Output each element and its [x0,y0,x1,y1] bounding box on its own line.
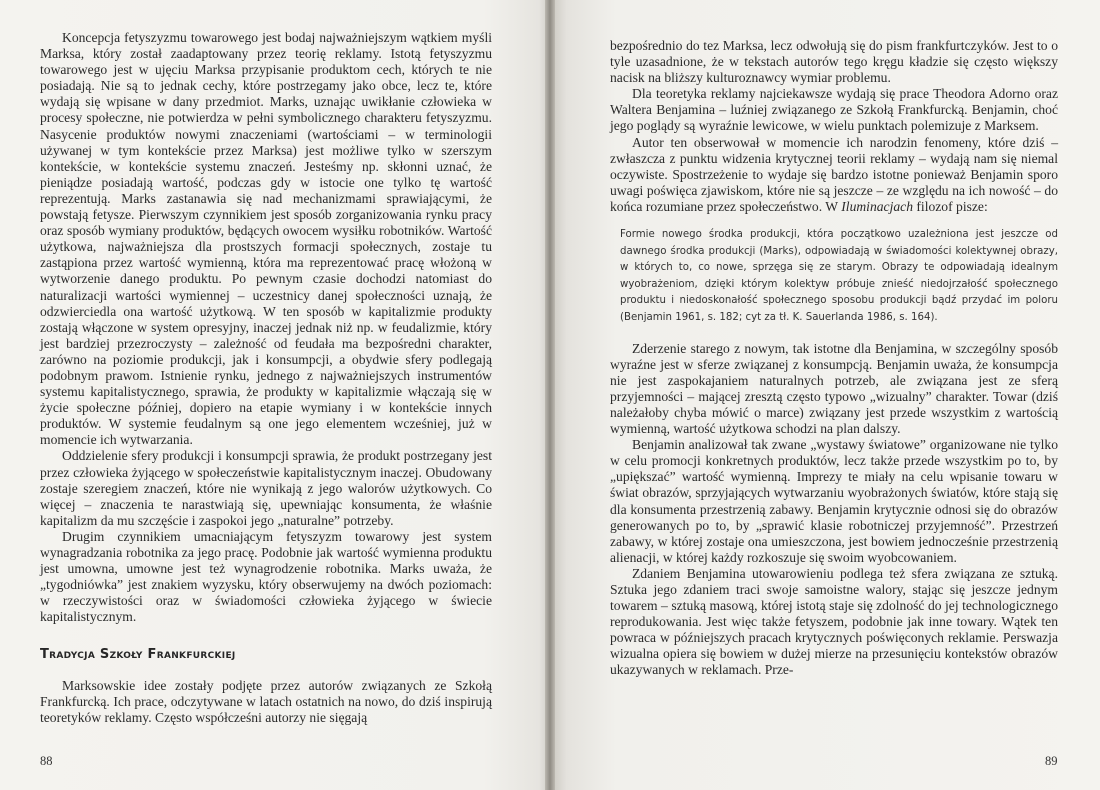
right-paragraph-2-text: Autor ten obserwował w momencie ich narodzin fenomeny, które dziś – zwłaszcza z punktu widzenia krytycznej teorii reklamy – wydają nam się niemal oczywiste. Spostrzeżenie to wydaje się bardzo istotne ponieważ Benjamin sporo uwagi poświęca zjawiskom, które nie są jeszcze – ze względu na ich nowość – do końca rozumiane przez społeczeństwo. W [610,134,1058,214]
left-paragraph-4: Marksowskie idee zostały podjęte przez autorów związanych ze Szkołą Frankfurcką. Ich prace, odczytywane w latach ostatnich na nowo, do dziś inspirują teoretyków reklamy. Często współcześni autorzy nie sięgają [40,677,492,725]
right-page [550,0,1100,790]
block-quote [620,227,1058,327]
right-paragraph-2 [610,135,1058,215]
quote-text: Formie nowego środka produkcji, która początkowo uzależniona jest jeszcze od dawnego środka produkcji (Marks), odpowiadają w świadomości kolektywnej obrazy, w których to, co nowe, sprzęga się ze starym. Obrazy te odpowiadają idealnym wyobrażeniom, dzięki którym kolektyw próbuje znieść niedojrzałość społecznego produktu i niedoskonałość społecznego sposobu produkcji bądź przydać im poloru (Benjamin 1961, s. 182; cyt za tł. K. Sauerlanda 1986, s. 164). [620,229,1058,323]
right-paragraph-1: Dla teoretyka reklamy najciekawsze wydają się prace Theodora Adorno oraz Waltera Benjamina – luźniej związanego ze Szkołą Frankfurcką. Benjamin, choć jego poglądy są wyraźnie lewicowe, w wielu punktach polemizuje z Marksem. [610,86,1058,134]
book-title-italic: Iluminacjach [841,198,913,214]
right-paragraph-3: Zderzenie starego z nowym, tak istotne dla Benjamina, w szczególny sposób wyraźne jest w sferze związanej z konsumpcją. Benjamin uważa, że konsumpcja nie jest zaspokajaniem naturalnych potrzeb, ale związana jest ze sferą przyjemności – mającej zresztą często typowo „wizualny” charakter. Towar (dziś należałoby chyba mówić o marce) związany jest przede wszystkim z wartością wymienną, wartość użytkowa schodzi na plan dalszy. [610,340,1058,437]
right-lead-paragraph: bezpośrednio do tez Marksa, lecz odwołują się do pism frankfurtczyków. Jest to o tyle uzasadnione, że w tekstach autorów tego kręgu kładzie się często większy nacisk na bliższy kulturoznawcy wymiar problemu. [610,38,1058,86]
section-heading: Tradycja Szkoły Frankfurckiej [40,647,236,663]
left-page-text [40,30,492,726]
left-paragraph-3: Drugim czynnikiem umacniającym fetyszyzm towarowy jest system wynagradzania robotnika za jego pracę. Podobnie jak wartość wymienna produktu jest umowna, umowne jest też wynagrodzenie robotnika. Marks uważa, że „tygodniówka” jest znakiem wyzysku, który obserwujemy na dwóch poziomach: w rzeczywistości oraz w świadomości człowieka żyjącego w świecie kapitalistycznym. [40,528,492,625]
page-number-left: 88 [40,754,53,768]
page-number-right: 89 [1045,754,1058,768]
right-paragraph-4: Benjamin analizował tak zwane „wystawy światowe” organizowane nie tylko w celu promocji konkretnych produktów, lecz także przede wszystkim po to, by „upiększać” wartość wymienną. Imprezy te miały na celu wpisanie towaru w świat obrazów, sprzyjających wytwarzaniu wyobrażonych światów, które stają się dla konsumenta przestrzenią zabawy. Benjamin krytycznie odnosi się do obrazów generowanych po to, by „sprawić klasie robotniczej przyjemność”. Przestrzeń zabawy, w której zostaje ona umieszczona, jest bowiem jednocześnie przestrzenią alienacji, w której każdy rozkoszuje się swoim wyobcowaniem. [610,437,1058,565]
left-paragraph-2: Oddzielenie sfery produkcji i konsumpcji sprawia, że produkt postrzegany jest przez człowieka żyjącego w społeczeństwie kapitalistycznym inaczej. Obudowany zostaje szeregiem znaczeń, które nie wynikają z jego walorów użytkowych. Co więcej – znaczenia te narastwiają się, upewniając konsumenta, że właśnie kapitalizm da mu szczęście i zaspokoi jego „naturalne” potrzeby. [40,448,492,528]
right-paragraph-2-tail: filozof pisze: [913,198,988,214]
left-paragraph-1: Koncepcja fetyszyzmu towarowego jest bodaj najważniejszym wątkiem myśli Marksa, który został zaadaptowany przez teorię reklamy. Istotą fetyszyzmu towarowego jest w ujęciu Marksa przypisanie produktom cech, których te nie posiadają. Nie są to jednak cechy, które postrzegamy jako obce, lecz te, które wydają się wpisane w dany przedmiot. Marks, uznając uwikłanie człowieka w procesy społeczne, nie potwierdza w pełni symbolicznego charakteru fetyszyzmu. Nasycenie produktów nowymi znaczeniami (wartościami – w terminologii używanej w tym kontekście przez Marksa) jest możliwe tylko w szerszym kontekście, w kontekście systemu znaczeń. Jesteśmy np. skłonni uznać, że pieniądze posiadają wartość, podczas gdy w istocie one tylko tę wartość reprezentują. Marks zastanawia się nad mechanizmami sprawiającymi, że powstają fetysze. Pierwszym czynnikiem jest sposób zorganizowania rynku pracy oraz sposób wymiany produktów, będących owocem wysiłku robotników. Wartość użytkowa, najważniejsza dla prostszych formacji społecznych, zostaje tu zastąpiona przez wartość wymienną, która ma reprezentować pracę włożoną w wytworzenie danego produktu. Po pewnym czasie dochodzi natomiast do naturalizacji wartości wymiennej – uczestnicy danej społeczności uznają, że odzwierciedla ona wartość użytkową. W ten sposób w kapitalizmie produkty zostają włączone w system opresyjny, inaczej jednak niż np. w feudalizmie, który jest bardziej przezroczysty – zależność od feudała ma bezpośredni charakter, zarówno na poziomie produkcji, jak i konsumpcji, a obydwie sfery podlegają podobnym prawom. Istnienie rynku, jednego z najważniejszych instrumentów systemu kapitalistycznego, sprawia, że produkty w kapitalizmie włączają się w życie społeczne później, dopiero na etapie wymiany i w kontekście innych produktów. W systemie feudalnym są one jego elementem wcześniej, już w momencie ich wytwarzania. [40,30,492,448]
right-page-text [610,38,1058,679]
book-gutter [545,0,555,790]
right-paragraph-5: Zdaniem Benjamina utowarowieniu podlega też sfera związana ze sztuką. Sztuka jego zdaniem traci swoje samoistne walory, stając się jeszcze jednym towarem – sztuką masową, której istotą staje się zdolność do jej technologicznego reprodukowania. Jest więc także fetyszem, podobnie jak inne towary. Wątek ten powraca w późniejszych pracach krytycznych poświęconych reklamie. Perswazja wizualna opiera się bowiem w dużej mierze na przesunięciu kontekstów obrazów ukazywanych w reklamach. Prze- [610,565,1058,678]
